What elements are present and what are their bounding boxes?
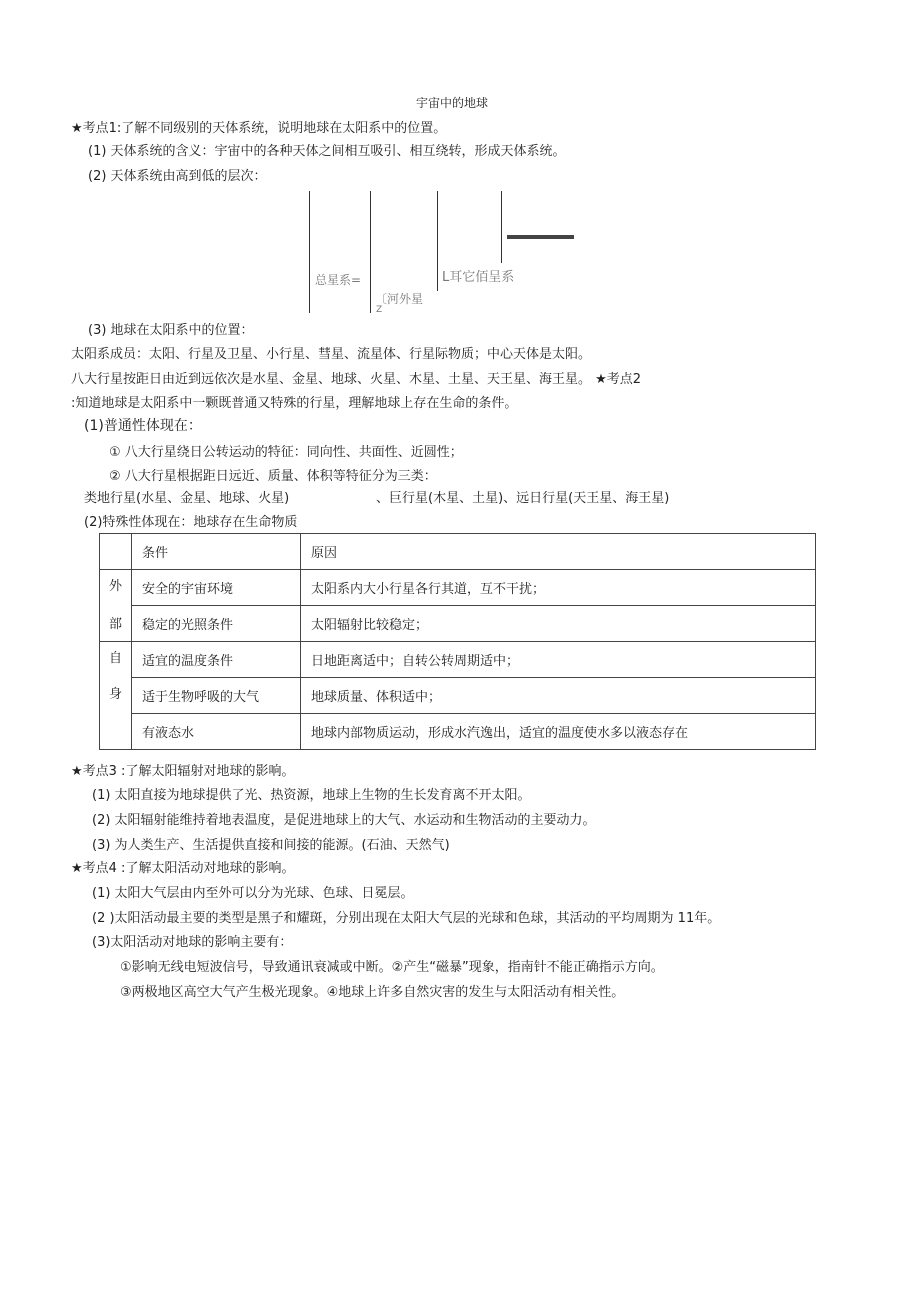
table-header-row <box>100 534 816 570</box>
kp1-heading: ★考点1:了解不同级别的天体系统，说明地球在太阳系中的位置。 <box>71 121 447 136</box>
reason-cell: 太阳系内大小行星各行其道，互不干扰； <box>301 570 816 606</box>
kp3-item3: (3) 为人类生产、生活提供直接和间接的能源。(石油、天然气) <box>92 838 450 853</box>
condition-cell: 适于生物呼吸的大气 <box>132 678 301 714</box>
kp2-heading: :知道地球是太阳系中一颗既普通又特殊的行星，理解地球上存在生命的条件。 <box>71 396 518 411</box>
header-reason: 原因 <box>301 534 816 570</box>
page-title: 宇宙中的地球 <box>416 96 489 110</box>
condition-cell: 稳定的光照条件 <box>132 606 301 642</box>
life-conditions-table <box>99 533 816 750</box>
label-bracket: 〔 <box>375 292 388 306</box>
diagram-line-1 <box>309 191 310 313</box>
condition-cell: 安全的宇宙环境 <box>132 570 301 606</box>
kp4-effect2: ③两极地区高空大气产生极光现象。④地球上许多自然灾害的发生与太阳活动有相关性。 <box>120 985 625 1000</box>
planet-class-b: 、巨行星(木星、土星)、远日行星(天王星、海王星) <box>376 491 670 506</box>
kp1-item1: (1) 天体系统的含义：宇宙中的各种天体之间相互吸引、相互绕转，形成天体系统。 <box>88 144 566 159</box>
kp4-heading: ★考点4 :了解太阳活动对地球的影响。 <box>71 861 295 876</box>
eight-planets: 八大行星按距日由近到远依次是水星、金星、地球、火星、木星、土星、天王星、海王星。 ★考点2 <box>71 372 642 387</box>
table-row <box>100 642 816 678</box>
condition-cell: 适宜的温度条件 <box>132 642 301 678</box>
group-outer <box>100 570 132 642</box>
diagram-line-2 <box>370 191 371 313</box>
general-2: ② 八大行星根据距日远近、质量、体积等特征分为三类： <box>109 469 437 484</box>
group-self <box>100 642 132 750</box>
label-residue: Z <box>376 305 383 315</box>
table-row <box>100 714 816 750</box>
group-self-char-2: 身 <box>108 687 122 702</box>
kp3-heading: ★考点3 :了解太阳辐射对地球的影响。 <box>71 764 295 779</box>
label-other-galaxy: 河外星 <box>387 292 424 306</box>
kp4-item3: (3)太阳活动对地球的影响主要有： <box>92 935 293 950</box>
general-1: ① 八大行星绕日公转运动的特征：同向性、共面性、近圆性； <box>109 445 463 460</box>
table-corner <box>100 534 132 570</box>
kp1-item2: (2) 天体系统由高到低的层次： <box>88 169 267 184</box>
group-outer-char-1: 外 <box>108 578 122 594</box>
kp1-item3: (3) 地球在太阳系中的位置： <box>88 323 254 338</box>
group-outer-char-2: 部 <box>108 616 122 632</box>
reason-cell: 地球质量、体积适中； <box>301 678 816 714</box>
reason-cell: 地球内部物质运动，形成水汽逸出，适宜的温度使水多以液态存在 <box>301 714 816 750</box>
kp4-item1: (1) 太阳大气层由内至外可以分为光球、色球、日冕层。 <box>92 886 414 901</box>
kp4-effect1: ①影响无线电短波信号，导致通讯衰减或中断。②产生“磁暴”现象，指南针不能正确指示方向。 <box>120 960 664 975</box>
diagram-bar <box>507 235 574 239</box>
table-row <box>100 570 816 606</box>
reason-cell: 日地距离适中；自转公转周期适中； <box>301 642 816 678</box>
group-self-char-1: 自 <box>108 651 122 666</box>
table-row <box>100 678 816 714</box>
planet-class-a: 类地行星(水星、金星、地球、火星) <box>84 491 290 506</box>
diagram-line-4 <box>501 191 502 263</box>
label-universe: 总星系= <box>315 273 362 287</box>
label-other-system: L耳它佰呈系 <box>442 270 515 285</box>
general-title: (1)普通性体现在： <box>84 418 202 434</box>
header-condition: 条件 <box>132 534 301 570</box>
condition-cell: 有液态水 <box>132 714 301 750</box>
kp4-item2: (2 )太阳活动最主要的类型是黑子和耀斑，分别出现在太阳大气层的光球和色球，其活动的平均周期为 11年。 <box>92 911 721 926</box>
kp3-item2: (2) 太阳辐射能维持着地表温度，是促进地球上的大气、水运动和生物活动的主要动力。 <box>92 813 596 828</box>
table-row <box>100 606 816 642</box>
diagram-line-3 <box>437 191 438 291</box>
special-title: (2)特殊性体现在：地球存在生命物质 <box>84 515 298 530</box>
kp3-item1: (1) 太阳直接为地球提供了光、热资源，地球上生物的生长发育离不开太阳。 <box>92 788 531 803</box>
reason-cell: 太阳辐射比较稳定； <box>301 606 816 642</box>
solar-members: 太阳系成员：太阳、行星及卫星、小行星、彗星、流星体、行星际物质；中心天体是太阳。 <box>71 347 592 362</box>
